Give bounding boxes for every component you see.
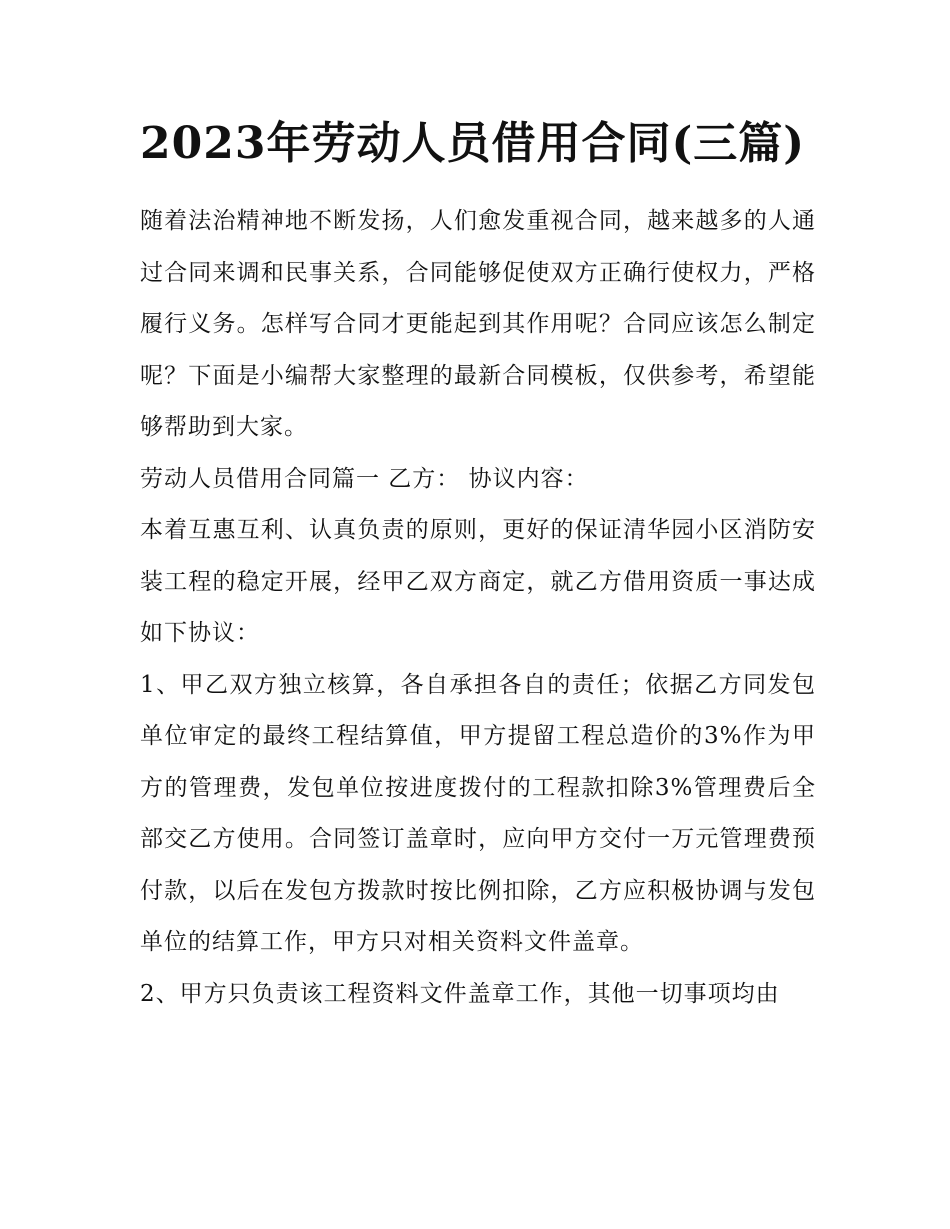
document-title: 2023年劳动人员借用合同(三篇) [140,118,806,169]
paragraph-clause-1: 1、甲乙双方独立核算，各自承担各自的责任；依据乙方同发包单位审定的最终工程结算值，甲方提留工程总造价的3%作为甲方的管理费，发包单位按进度拨付的工程款扣除3%管理费后全部交乙方使用。合同签订盖章时，应向甲方交付一万元管理费预付款，以后在发包方拨款时按比例扣除，乙方应积极协调与发包单位的结算工作，甲方只对相关资料文件盖章。 [140,671,816,955]
paragraph-clause-2: 2、甲方只负责该工程资料文件盖章工作，其他一切事项均由 [140,980,780,1007]
paragraph-preamble: 本着互惠互利、认真负责的原则，更好的保证清华园小区消防安装工程的稳定开展，经甲乙双方商定，就乙方借用资质一事达成如下协议： [140,517,816,646]
document-body [140,112,816,1020]
paragraph-intro: 随着法治精神地不断发扬，人们愈发重视合同，越来越多的人通过合同来调和民事关系，合同能够促使双方正确行使权力，严格履行义务。怎样写合同才更能起到其作用呢？合同应该怎么制定呢？下面是小编帮大家整理的最新合同模板，仅供参考，希望能够帮助到大家。 [140,208,816,440]
paragraph-heading: 劳动人员借用合同篇一 乙方： 协议内容： [140,465,589,492]
